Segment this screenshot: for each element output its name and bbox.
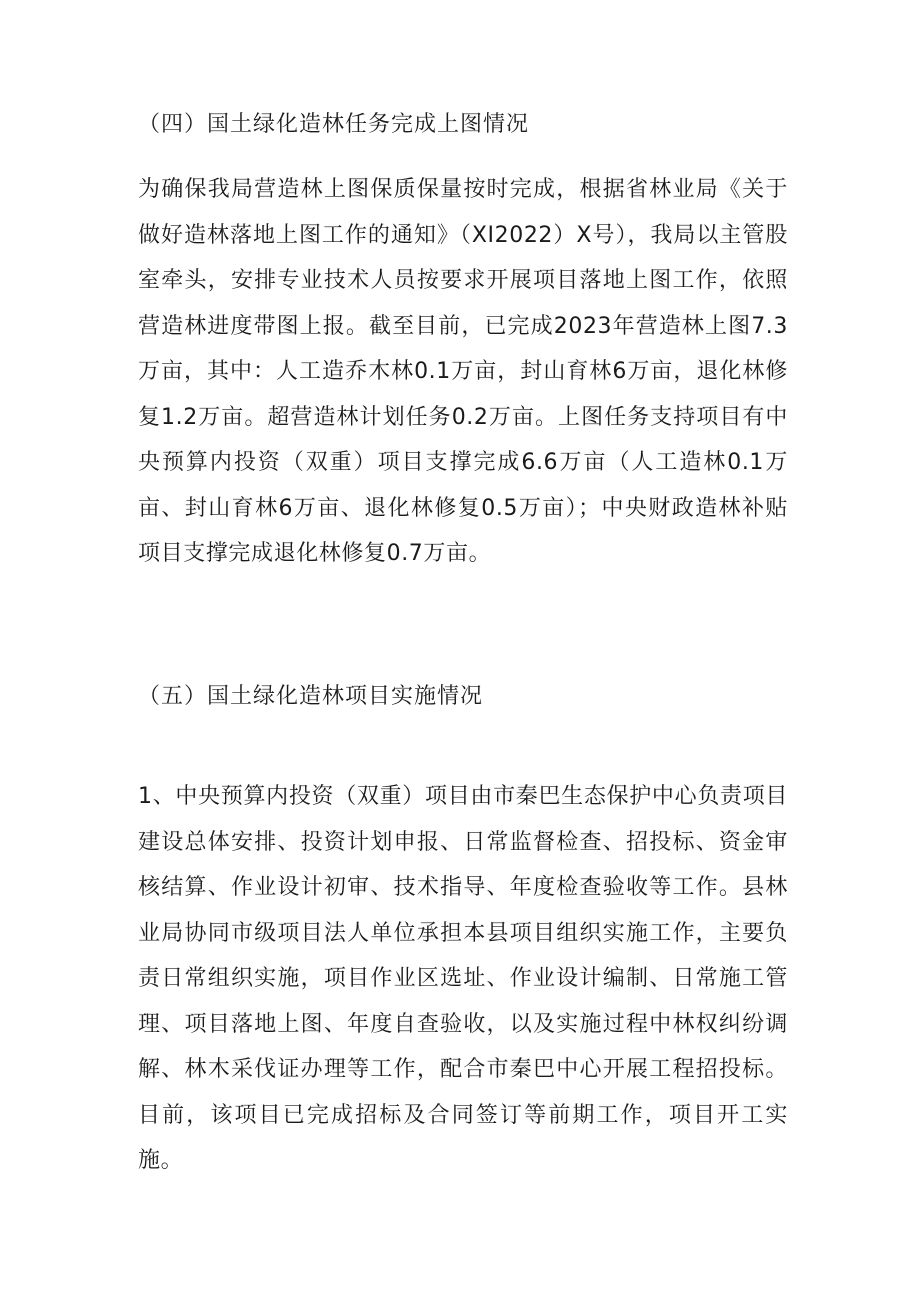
section-5-heading: （五）国土绿化造林项目实施情况 (138, 684, 484, 709)
section-4-paragraph: 为确保我局营造林上图保质保量按时完成，根据省林业局《关于做好造林落地上图工作的通知》（XI2022）X号），我局以主管股室牵头，安排专业技术人员按要求开展项目落地上图工作，依照营造林进度带图上报。截至目前，已完成2023年营造林上图7.3万亩，其中：人工造乔木林0.1万亩，封山育林6万亩，退化林修复1.2万亩。超营造林计划任务0.2万亩。上图任务支持项目有中央预算内投资（双重）项目支撑完成6.6万亩（人工造林0.1万亩、封山育林6万亩、退化林修复0.5万亩）；中央财政造林补贴项目支撑完成退化林修复0.7万亩。 (138, 177, 788, 566)
section-4-heading: （四）国土绿化造林任务完成上图情况 (138, 112, 530, 137)
section-5-paragraph-1: 1、中央预算内投资（双重）项目由市秦巴生态保护中心负责项目建设总体安排、投资计划申报、日常监督检查、招投标、资金审核结算、作业设计初审、技术指导、年度检查验收等工作。县林业局协同市级项目法人单位承担本县项目组织实施工作，主要负责日常组织实施，项目作业区选址、作业设计编制、日常施工管理、项目落地上图、年度自查验收，以及实施过程中林权纠纷调解、林木采伐证办理等工作，配合市秦巴中心开展工程招投标。目前，该项目已完成招标及合同签订等前期工作，项目开工实施。 (138, 784, 788, 1173)
